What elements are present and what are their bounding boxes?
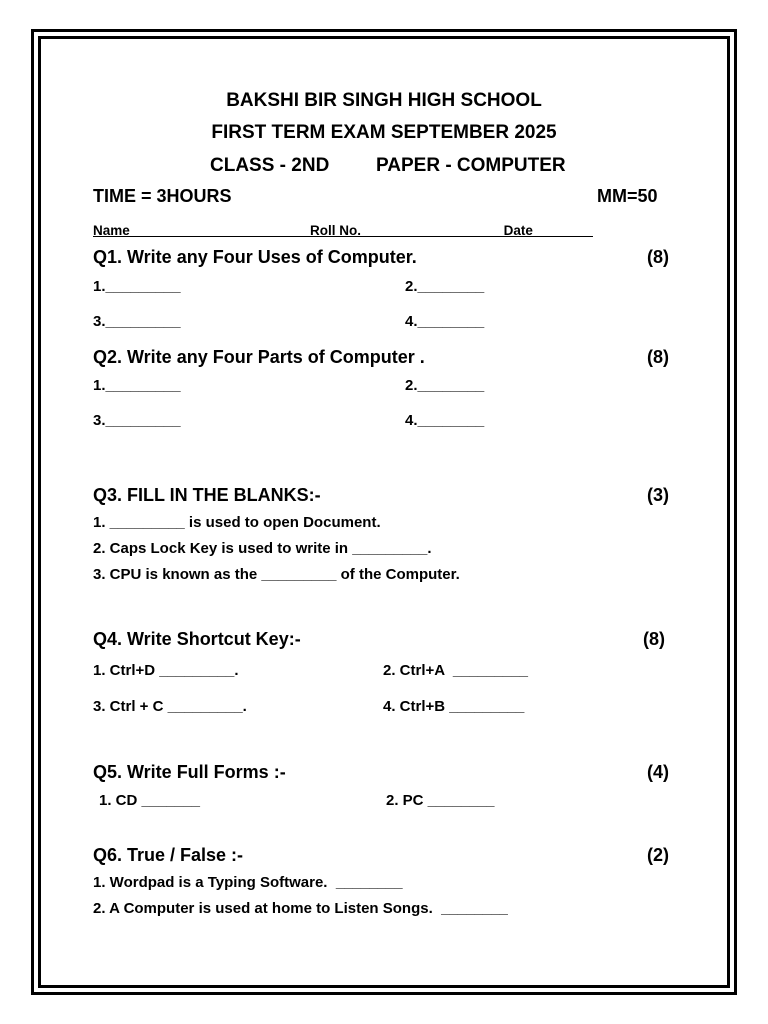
q1-answer-4: 4.________ bbox=[405, 313, 485, 330]
max-marks: MM=50 bbox=[597, 186, 658, 206]
school-name: BAKSHI BIR SINGH HIGH SCHOOL bbox=[226, 90, 542, 111]
q5-fullform-2: 2. PC ________ bbox=[386, 792, 495, 809]
exam-title: FIRST TERM EXAM SEPTEMBER 2025 bbox=[211, 122, 557, 143]
class-label: CLASS - 2ND bbox=[210, 155, 330, 176]
q5-marks: (4) bbox=[647, 762, 669, 782]
q6-statement-1: 1. Wordpad is a Typing Software. ________ bbox=[93, 874, 403, 891]
q2-answer-4: 4.________ bbox=[405, 412, 485, 429]
q3-marks: (3) bbox=[647, 485, 669, 505]
q1-answer-1: 1._________ bbox=[93, 278, 181, 295]
q1-marks: (8) bbox=[647, 247, 669, 267]
q2-answer-2: 2.________ bbox=[405, 377, 485, 394]
q6-statement-2: 2. A Computer is used at home to Listen Songs. ________ bbox=[93, 900, 508, 917]
q1-answer-3: 3._________ bbox=[93, 313, 181, 330]
q4-title: Q4. Write Shortcut Key:- bbox=[93, 629, 301, 649]
q6-marks: (2) bbox=[647, 845, 669, 865]
q4-shortcut-2: 2. Ctrl+A _________ bbox=[383, 662, 528, 679]
q4-shortcut-3: 3. Ctrl + C _________. bbox=[93, 698, 247, 715]
q2-answer-3: 3._________ bbox=[93, 412, 181, 429]
q3-blank-3: 3. CPU is known as the _________ of the Computer. bbox=[93, 566, 460, 583]
q4-shortcut-1: 1. Ctrl+D _________. bbox=[93, 662, 239, 679]
time-label: TIME = 3HOURS bbox=[93, 186, 232, 206]
q2-answer-1: 1._________ bbox=[93, 377, 181, 394]
q2-title: Q2. Write any Four Parts of Computer . bbox=[93, 347, 425, 367]
q1-answer-2: 2.________ bbox=[405, 278, 485, 295]
q3-blank-1: 1. _________ is used to open Document. bbox=[93, 514, 381, 531]
q2-marks: (8) bbox=[647, 347, 669, 367]
paper-label: PAPER - COMPUTER bbox=[376, 155, 566, 176]
student-details-line: Name________________________Roll No.___________________Date________ bbox=[93, 223, 593, 238]
q4-shortcut-4: 4. Ctrl+B _________ bbox=[383, 698, 525, 715]
q5-title: Q5. Write Full Forms :- bbox=[93, 762, 286, 782]
q4-marks: (8) bbox=[643, 629, 665, 649]
q3-blank-2: 2. Caps Lock Key is used to write in _________. bbox=[93, 540, 432, 557]
q5-fullform-1: 1. CD _______ bbox=[99, 792, 200, 809]
q3-title: Q3. FILL IN THE BLANKS:- bbox=[93, 485, 321, 505]
q6-title: Q6. True / False :- bbox=[93, 845, 244, 865]
q1-title: Q1. Write any Four Uses of Computer. bbox=[93, 247, 417, 267]
